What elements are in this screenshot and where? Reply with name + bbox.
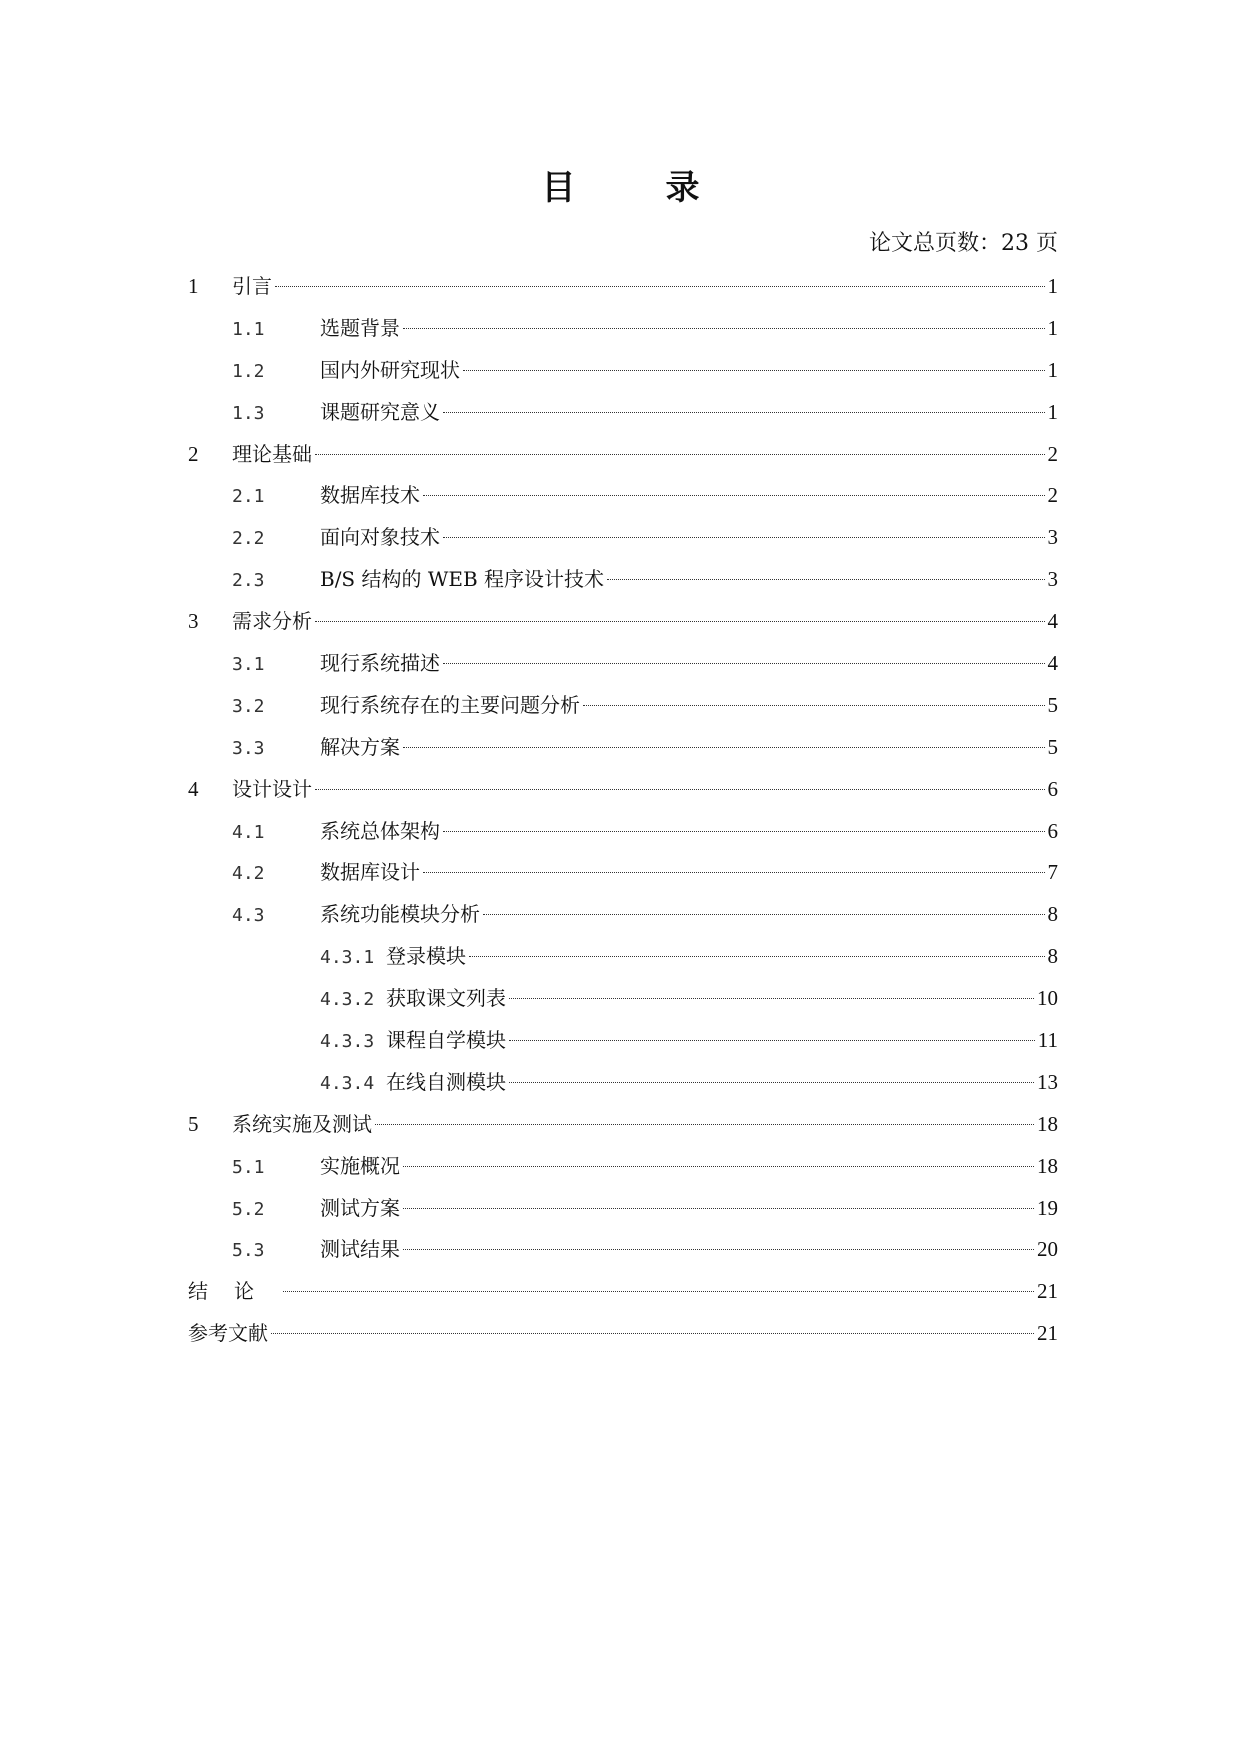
toc-entry-number: 4.1 xyxy=(232,821,265,843)
toc-entry[interactable] xyxy=(188,517,1058,559)
toc-entry-number: 5.2 xyxy=(232,1198,265,1220)
toc-entry-number: 3.2 xyxy=(232,695,265,717)
toc-entry-number: 4.2 xyxy=(232,863,265,885)
toc-title: 目 录 xyxy=(541,168,728,208)
dot-leader xyxy=(443,537,1045,538)
toc-entry-number: 2.1 xyxy=(232,486,265,508)
toc-entry-title: 系统实施及测试 xyxy=(232,1111,372,1136)
toc-entry-title: 理论基础 xyxy=(232,441,312,466)
toc-entry-page: 10 xyxy=(1037,986,1058,1011)
toc-entry-title: 数据库设计 xyxy=(320,860,420,885)
toc-entry-number: 4.3 xyxy=(232,905,265,927)
toc-entry-title: 国内外研究现状 xyxy=(320,357,460,382)
toc-entry[interactable] xyxy=(188,475,1058,517)
toc-entry-title: 测试结果 xyxy=(320,1237,400,1262)
toc-entry[interactable] xyxy=(188,1104,1058,1146)
dot-leader xyxy=(375,1124,1034,1125)
toc-entry-page: 20 xyxy=(1037,1237,1058,1262)
toc-entry[interactable] xyxy=(188,350,1058,392)
toc-entry[interactable] xyxy=(188,559,1058,601)
toc-entry-title: 需求分析 xyxy=(232,609,312,634)
toc-entry[interactable] xyxy=(188,894,1058,936)
toc-entry-number: 5 xyxy=(188,1111,199,1136)
dot-leader xyxy=(403,1166,1034,1167)
toc-entry-page: 6 xyxy=(1047,776,1058,801)
toc-entry-page: 18 xyxy=(1037,1153,1058,1178)
dot-leader xyxy=(315,789,1045,790)
toc-entry-title: 课题研究意义 xyxy=(320,399,440,424)
toc-entry[interactable] xyxy=(188,392,1058,434)
toc-entry-page: 21 xyxy=(1037,1279,1058,1304)
dot-leader xyxy=(315,621,1045,622)
toc-entry-title: 实施概况 xyxy=(320,1153,400,1178)
toc-entry-page: 3 xyxy=(1047,567,1058,592)
toc-entry[interactable] xyxy=(188,1271,1058,1313)
dot-leader xyxy=(509,1040,1035,1041)
dot-leader xyxy=(607,579,1044,580)
toc-entry-number: 4.3.4 xyxy=(320,1072,375,1094)
dot-leader xyxy=(583,705,1045,706)
toc-entry-number: 4.3.3 xyxy=(320,1031,375,1053)
toc-entry-number: 3.1 xyxy=(232,654,265,676)
dot-leader xyxy=(423,872,1045,873)
toc-entry-page: 5 xyxy=(1047,734,1058,759)
toc-entry[interactable] xyxy=(188,727,1058,769)
dot-leader xyxy=(483,914,1045,915)
toc-entry-page: 18 xyxy=(1037,1111,1058,1136)
toc-entry-page: 13 xyxy=(1037,1069,1058,1094)
toc-entry[interactable] xyxy=(188,978,1058,1020)
toc-entry[interactable] xyxy=(188,769,1058,811)
toc-entry-page: 19 xyxy=(1037,1195,1058,1220)
dot-leader xyxy=(283,1291,1034,1292)
toc-entry[interactable] xyxy=(188,1188,1058,1230)
dot-leader xyxy=(443,831,1045,832)
toc-entry-title: 登录模块 xyxy=(386,944,466,969)
toc-entry-page: 6 xyxy=(1047,818,1058,843)
toc-entry-number: 5.3 xyxy=(232,1240,265,1262)
dot-leader xyxy=(271,1333,1034,1334)
toc-entry-title: 引言 xyxy=(232,274,272,298)
toc-entry[interactable] xyxy=(188,811,1058,853)
toc-entry-title: B/S 结构的 WEB 程序设计技术 xyxy=(320,567,605,592)
toc-entry-title: 在线自测模块 xyxy=(386,1069,506,1094)
toc-entry-page: 1 xyxy=(1047,274,1058,298)
dot-leader xyxy=(275,286,1045,287)
toc-entry[interactable] xyxy=(188,643,1058,685)
toc-entry-title: 解决方案 xyxy=(320,734,400,759)
toc-entry-title: 测试方案 xyxy=(320,1195,400,1220)
toc-entry-page: 11 xyxy=(1037,1028,1058,1053)
toc-entry-title: 设计设计 xyxy=(232,776,312,801)
total-page-count: 论文总页数：23 页 xyxy=(869,231,1058,256)
toc-entry-number: 2.2 xyxy=(232,528,265,550)
toc-entry-page: 8 xyxy=(1047,902,1058,927)
toc-entry-page: 5 xyxy=(1047,692,1058,717)
toc-entry-page: 7 xyxy=(1047,860,1058,885)
toc-entry-number: 4.3.1 xyxy=(320,947,375,969)
toc-entry-title: 选题背景 xyxy=(320,315,400,340)
toc-entry-page: 2 xyxy=(1047,483,1058,508)
toc-entry-title: 系统功能模块分析 xyxy=(320,902,480,927)
toc-entry-page: 8 xyxy=(1047,944,1058,969)
toc-entry[interactable] xyxy=(188,1020,1058,1062)
toc-entry-number: 3 xyxy=(188,609,199,634)
toc-entry-page: 4 xyxy=(1047,609,1058,634)
toc-entry-page: 21 xyxy=(1037,1321,1058,1346)
toc-entry-page: 2 xyxy=(1047,441,1058,466)
dot-leader xyxy=(403,747,1045,748)
toc-entry[interactable] xyxy=(188,1229,1058,1271)
toc-entry-title: 系统总体架构 xyxy=(320,818,440,843)
dot-leader xyxy=(443,412,1045,413)
toc-entry-number: 3.3 xyxy=(232,737,265,759)
toc-entry-title: 现行系统存在的主要问题分析 xyxy=(320,692,580,717)
toc-entry-page: 1 xyxy=(1047,399,1058,424)
toc-entry-page: 1 xyxy=(1047,357,1058,382)
dot-leader xyxy=(403,1249,1034,1250)
dot-leader xyxy=(463,370,1045,371)
toc-entry-number: 1 xyxy=(188,274,199,298)
toc-entry[interactable] xyxy=(188,1062,1058,1104)
dot-leader xyxy=(509,998,1034,999)
toc-entry[interactable] xyxy=(188,601,1058,643)
dot-leader xyxy=(469,956,1045,957)
toc-entry[interactable] xyxy=(188,308,1058,350)
dot-leader xyxy=(403,328,1045,329)
toc-entry-number: 5.1 xyxy=(232,1156,265,1178)
toc-entry-title: 结论 xyxy=(188,1279,280,1304)
toc-entry-page: 3 xyxy=(1047,525,1058,550)
dot-leader xyxy=(315,454,1045,455)
toc-entry[interactable] xyxy=(188,434,1058,476)
toc-entry-number: 2 xyxy=(188,441,199,466)
toc-entry[interactable] xyxy=(188,1146,1058,1188)
table-of-contents xyxy=(188,266,1058,1355)
toc-entry-title: 面向对象技术 xyxy=(320,525,440,550)
toc-entry-title: 数据库技术 xyxy=(320,483,420,508)
toc-entry-number: 1.2 xyxy=(232,360,265,382)
toc-entry-title: 获取课文列表 xyxy=(386,986,506,1011)
toc-entry[interactable] xyxy=(188,1313,1058,1355)
toc-entry[interactable] xyxy=(188,936,1058,978)
toc-entry-number: 1.3 xyxy=(232,402,265,424)
toc-entry-title: 参考文献 xyxy=(188,1321,268,1346)
toc-entry-number: 4.3.2 xyxy=(320,989,375,1011)
toc-entry-page: 1 xyxy=(1047,315,1058,340)
toc-entry-page: 4 xyxy=(1047,651,1058,676)
dot-leader xyxy=(403,1208,1034,1209)
dot-leader xyxy=(509,1082,1034,1083)
dot-leader xyxy=(443,663,1045,664)
toc-entry-number: 2.3 xyxy=(232,570,265,592)
toc-entry[interactable] xyxy=(188,852,1058,894)
toc-entry-number: 1.1 xyxy=(232,318,265,340)
toc-entry-number: 4 xyxy=(188,776,199,801)
toc-entry[interactable] xyxy=(188,266,1058,308)
toc-entry-title: 现行系统描述 xyxy=(320,651,440,676)
toc-entry[interactable] xyxy=(188,685,1058,727)
toc-entry-title: 课程自学模块 xyxy=(386,1028,506,1053)
dot-leader xyxy=(423,495,1045,496)
